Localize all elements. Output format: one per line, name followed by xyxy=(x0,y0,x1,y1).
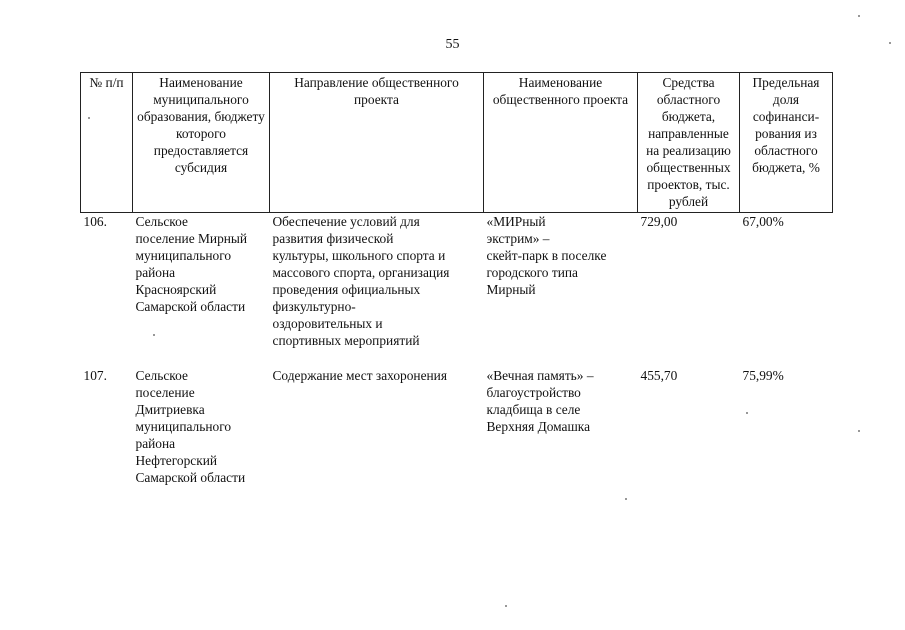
scan-speck xyxy=(858,430,860,432)
scan-speck xyxy=(505,605,507,607)
table-row xyxy=(81,367,833,486)
scan-speck xyxy=(746,412,748,414)
table-row xyxy=(81,213,833,367)
table-header-row xyxy=(81,73,833,213)
header-project-name: Наименование общественного проекта xyxy=(484,73,638,213)
row-share: 67,00% xyxy=(742,214,784,229)
row-funds: 455,70 xyxy=(640,367,678,383)
header-direction: Направление общественного проекта xyxy=(270,73,484,213)
row-num: 106. xyxy=(83,214,107,229)
scan-speck xyxy=(88,117,90,119)
header-municipality: Наименование муниципального образования, бюджету которого предоставляется субсидия xyxy=(133,73,270,213)
page-number: 55 xyxy=(445,37,460,52)
row-municipality: Сельское поселение Мирный муниципального района Красноярский Самарской области xyxy=(135,214,248,314)
scan-speck xyxy=(153,334,155,336)
header-num: № п/п xyxy=(81,73,133,213)
row-direction: Обеспечение условий для развития физической культуры, школьного спорта и массового спорта, организация проведения официальных физкультурно- оздоровительных и спортивных мероприятий xyxy=(272,214,450,348)
row-project-name: «МИРный экстрим» – скейт-парк в поселке городского типа Мирный xyxy=(486,214,607,297)
scan-speck xyxy=(625,498,627,500)
row-project-name: «Вечная память» – благоустройство кладбища в селе Верхняя Домашка xyxy=(486,367,594,434)
row-municipality: Сельское поселение Дмитриевка муниципального района Нефтегорский Самарской области xyxy=(135,367,246,485)
scan-speck xyxy=(889,42,891,44)
subsidy-table xyxy=(80,72,833,486)
row-direction: Содержание мест захоронения xyxy=(272,367,448,383)
header-share: Предельная доля софинанси-рования из областного бюджета, % xyxy=(740,73,833,213)
scan-speck xyxy=(858,15,860,17)
row-num: 107. xyxy=(83,367,107,383)
row-share: 75,99% xyxy=(742,367,784,383)
header-funds: Средства областного бюджета, направленные на реализацию общественных проектов, тыс. рублей xyxy=(638,73,740,213)
row-funds: 729,00 xyxy=(640,214,678,229)
